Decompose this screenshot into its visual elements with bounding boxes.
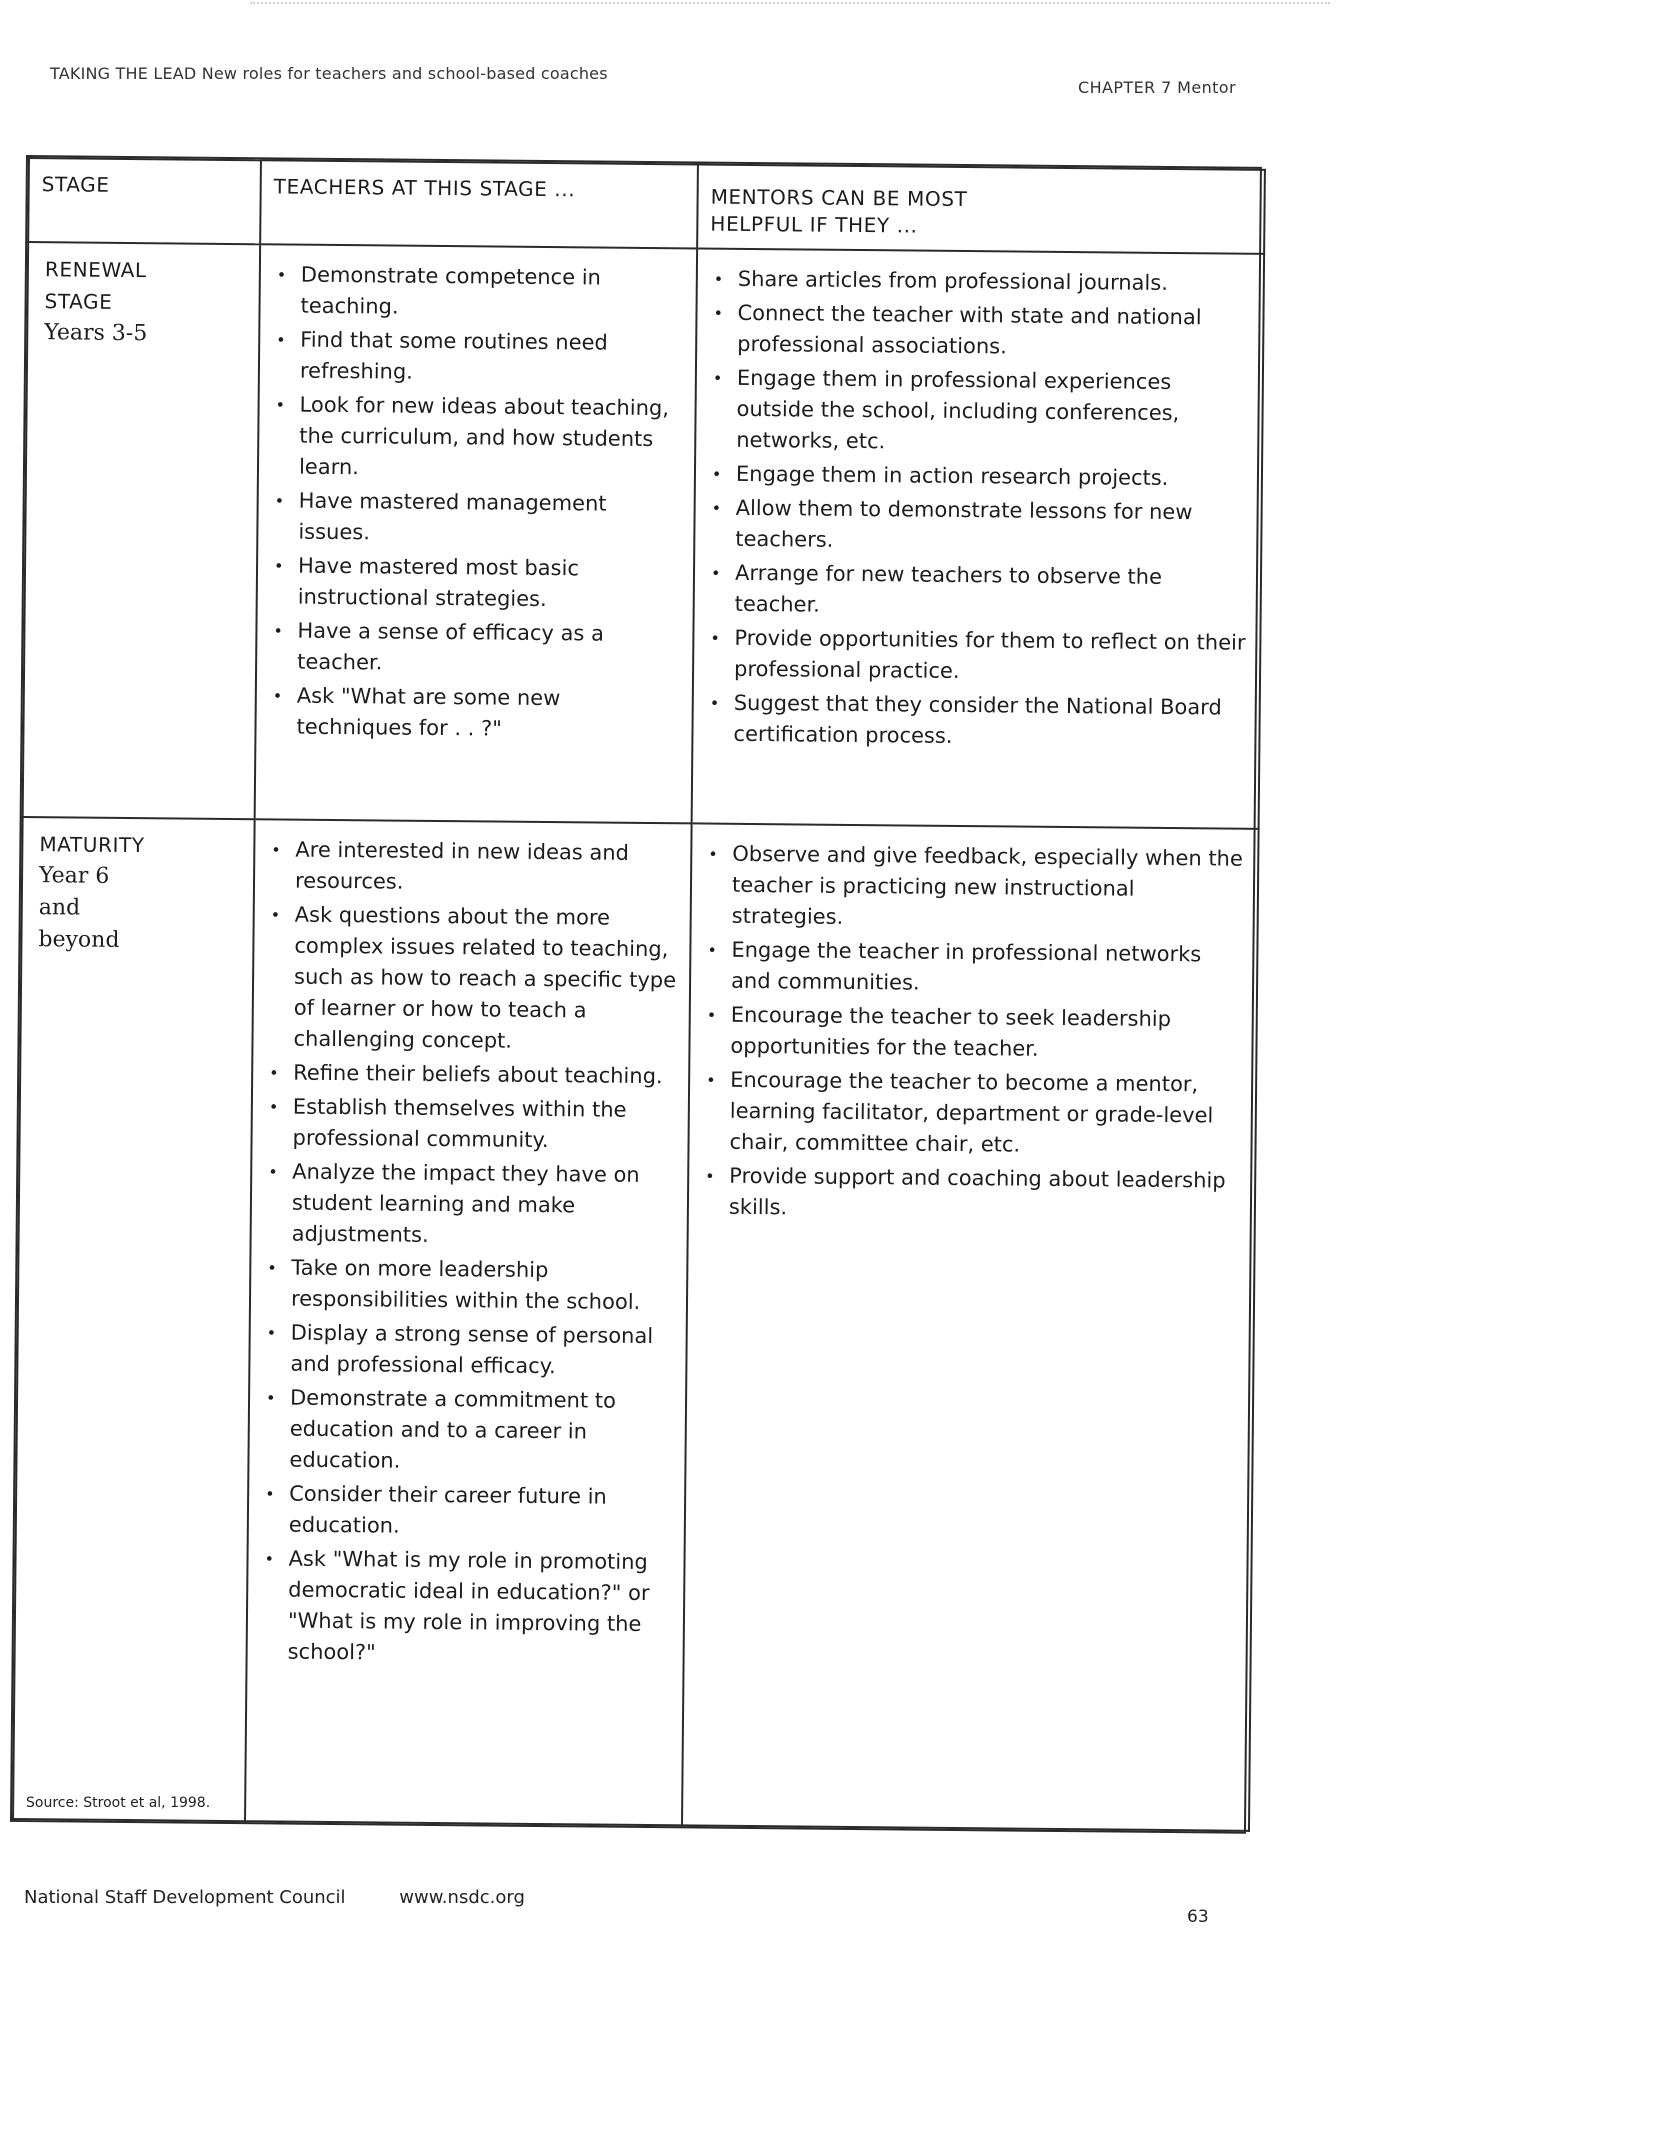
teachers-list-maturity [247,820,690,1671]
list-item: • Are interested in new ideas and resources. [265,834,681,900]
list-item: • Take on more leadership responsibilities within the school. [261,1252,677,1318]
list-item: • Observe and give feedback, especially when the teacher is practicing new instructional strategies. [702,839,1248,937]
list-item: • Engage them in action research projects. [706,459,1251,495]
running-header-chapter: CHAPTER 7 Mentor [1078,78,1236,97]
list-item: • Suggest that they consider the National Board certification process. [703,688,1249,755]
list-item: • Share articles from professional journals. [708,264,1253,300]
list-item: • Establish themselves within the professional community. [262,1091,678,1157]
list-item: • Demonstrate a commitment to education and to a career in education. [259,1382,675,1479]
list-item: • Have a sense of efficacy as a teacher. [267,615,683,681]
footer-url: www.nsdc.org [399,1887,525,1908]
stage-name: MATURITY [39,832,145,858]
list-item: • Encourage the teacher to become a mentor, learning facilitator, department or grade-level chair, committee chair, etc. [699,1065,1245,1163]
list-item: • Ask "What is my role in promoting democratic ideal in education?" or "What is my role in improving the school?" [257,1543,673,1671]
table-row-maturity [13,817,1259,1831]
column-header-teachers: TEACHERS AT THIS STAGE ... [260,160,698,248]
source-citation: Source: Stroot et al, 1998. [26,1795,211,1811]
list-item: • Find that some routines need refreshing. [270,324,686,390]
list-item: • Have mastered most basic instructional strategies. [268,550,684,616]
table-row-renewal [23,242,1264,829]
stage-cell-maturity [13,817,255,1821]
mentors-list-renewal [693,249,1263,754]
list-item: • Demonstrate competence in teaching. [270,259,686,325]
stage-cell-renewal [23,242,261,819]
mentors-cell-maturity [682,823,1259,1830]
column-header-mentors: MENTORS CAN BE MOST HELPFUL IF THEY ... [697,164,1265,253]
running-header-title: TAKING THE LEAD New roles for teachers and school-based coaches [50,64,608,83]
teachers-list-renewal [256,245,696,746]
list-item: • Engage them in professional experiences outside the school, including conferences, networks, etc. [706,363,1252,461]
list-item: • Display a strong sense of personal and professional efficacy. [260,1317,676,1383]
list-item: • Ask questions about the more complex issues related to teaching, such as how to reach a specific type of learner or how to teach a challenging concept. [263,899,679,1058]
table-header-row [28,158,1265,254]
footer-org-name: National Staff Development Council [24,1887,346,1908]
list-item: • Look for new ideas about teaching, the curriculum, and how students learn. [269,389,685,486]
list-item: • Allow them to demonstrate lessons for new teachers. [705,493,1251,560]
list-item: • Refine their beliefs about teaching. [263,1057,678,1092]
list-item: • Ask "What are some new techniques for . . ?" [266,680,682,746]
list-item: • Connect the teacher with state and national professional associations. [707,298,1253,365]
list-item: • Provide opportunities for them to reflect on their professional practice. [704,623,1250,690]
footer-org [24,1887,525,1908]
stage-years: Year 6 and beyond [38,863,120,953]
list-item: • Arrange for new teachers to observe the teacher. [705,558,1251,625]
stages-table-grid [12,157,1266,1832]
scan-top-edge [250,2,1330,4]
teachers-cell-renewal [255,244,697,823]
stage-years: Years 3-5 [44,320,148,347]
list-item: • Have mastered management issues. [268,485,684,551]
mentors-list-maturity [689,824,1258,1227]
stage-name: RENEWAL STAGE [44,257,147,314]
list-item: • Provide support and coaching about leadership skills. [699,1161,1245,1228]
column-header-stage: STAGE [28,158,261,244]
list-item: • Engage the teacher in professional networks and communities. [701,935,1247,1002]
stages-table [10,155,1262,1834]
teachers-cell-maturity [245,819,692,1825]
page-number: 63 [1187,1907,1209,1927]
list-item: • Analyze the impact they have on student learning and make adjustments. [262,1156,678,1253]
mentors-cell-renewal [692,248,1264,828]
list-item: • Consider their career future in education. [259,1478,675,1544]
list-item: • Encourage the teacher to seek leadership opportunities for the teacher. [700,1000,1246,1067]
